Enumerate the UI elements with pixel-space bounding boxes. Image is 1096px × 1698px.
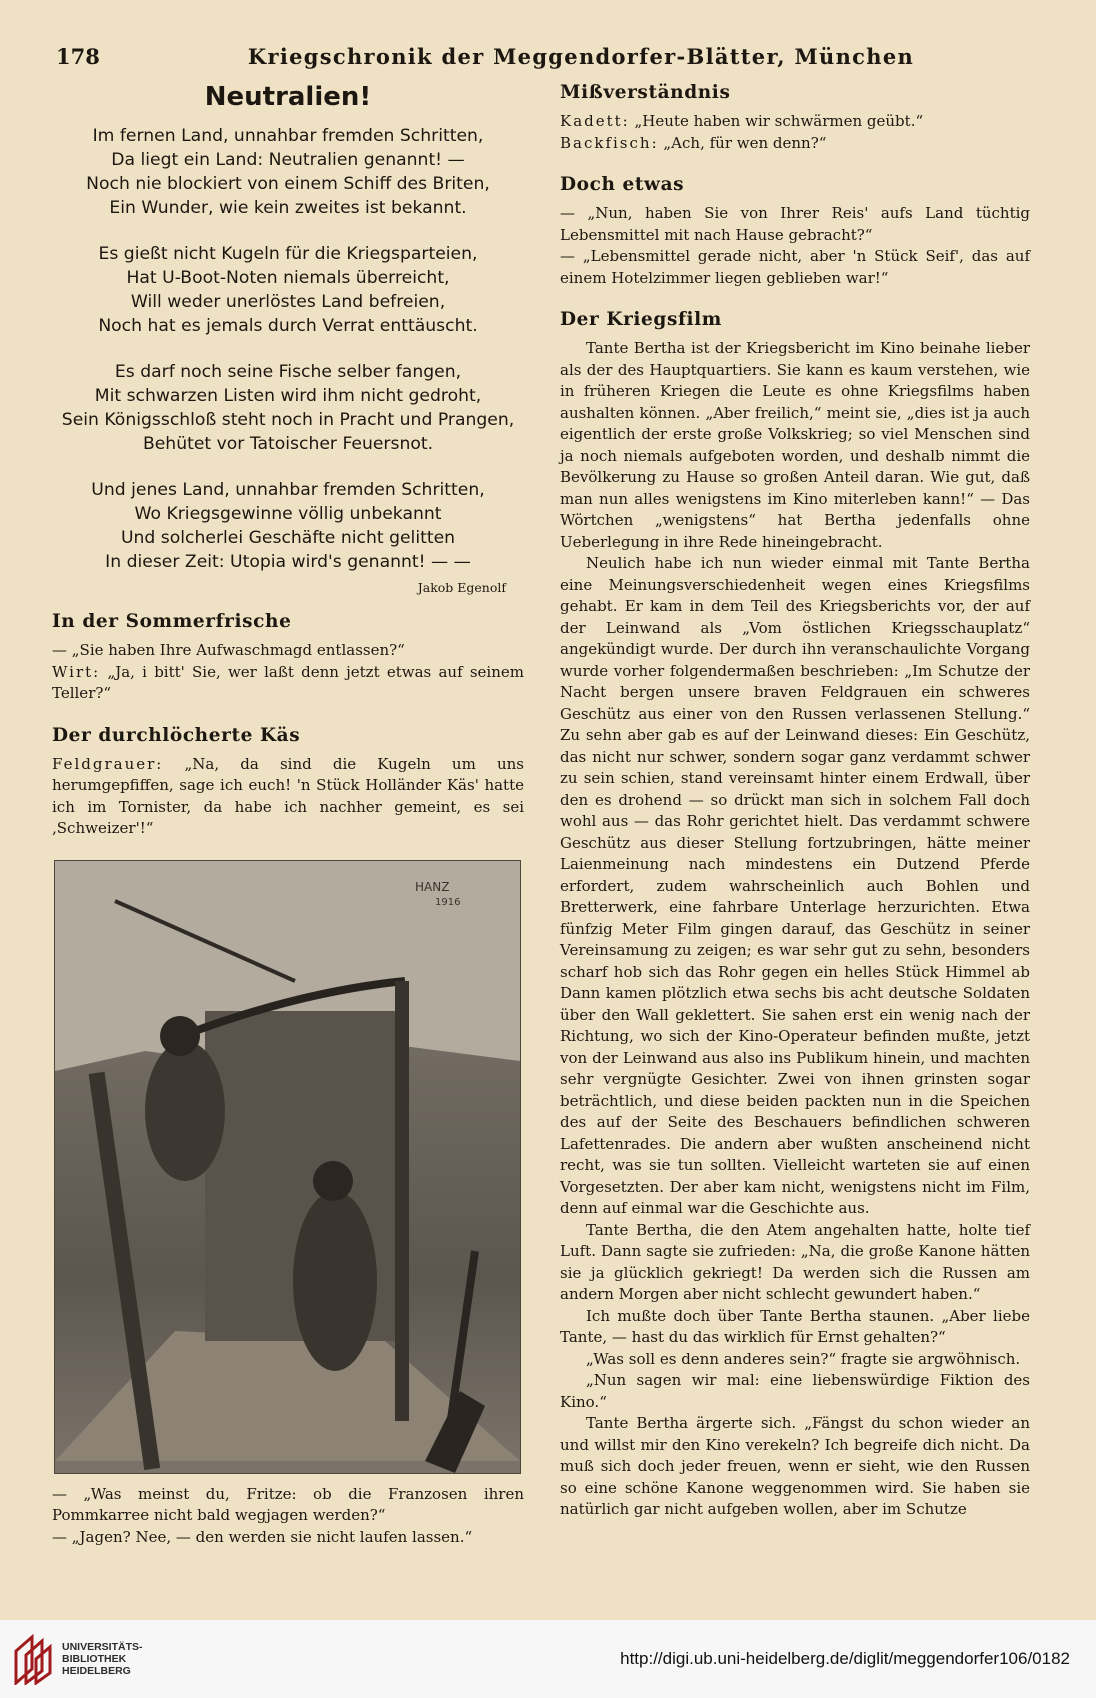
poem-line: Im fernen Land, unnahbar fremden Schritten, bbox=[92, 126, 484, 146]
poem-line: In dieser Zeit: Utopia wird's genannt! — — bbox=[105, 552, 471, 572]
viewer-footer bbox=[0, 1620, 1096, 1698]
poem-line: Es darf noch seine Fische selber fangen, bbox=[114, 362, 462, 382]
trench-illustration bbox=[54, 860, 521, 1474]
speech-text: „Ja, i bitt' Sie, wer laßt denn jetzt etwas auf seinem Teller?“ bbox=[52, 662, 524, 702]
poem-line: Will weder unerlöstes Land befreien, bbox=[130, 292, 446, 312]
poem-line: Noch nie blockiert von einem Schiff des Briten, bbox=[86, 174, 490, 194]
section-title: Der durchlöcherte Käs bbox=[52, 724, 301, 746]
poem-line: Sein Königsschloß steht noch in Pracht und Prangen, bbox=[61, 410, 515, 430]
trench-drawing bbox=[55, 861, 520, 1473]
page-header bbox=[56, 36, 1036, 76]
speaker-label: Kadett: bbox=[560, 112, 630, 130]
story-paragraph: „Was soll es denn anderes sein?“ fragte sie argwöhnisch. bbox=[586, 1349, 1021, 1368]
anecdote-doch-etwas bbox=[560, 174, 1030, 289]
paragraph: — „Sie haben Ihre Aufwaschmagd entlassen?“ bbox=[52, 641, 405, 659]
caption-line: — „Was meinst du, Fritze: ob die Franzosen ihren Pommkarree nicht bald wegjagen werden?“ bbox=[52, 1484, 524, 1524]
library-name-line: HEIDELBERG bbox=[62, 1665, 131, 1677]
section-title: Der Kriegsfilm bbox=[560, 309, 722, 330]
speaker-label: Feldgrauer: bbox=[52, 754, 164, 773]
story-paragraph: Neulich habe ich nun wieder einmal mit Tante Bertha eine Meinungsverschiedenheit wegen eines Kriegsfilms gehabt. Er kam in dem Teil des Kriegsberichts vor, der auf der Leinwand als „Vom östlichen Kriegsschauplatz“ angekündigt wurde. Der durch ihn veranschaulichte Vorgang wurde vorher folgendermaßen beschrieben: „Im Schutze der Nacht bergen unsere braven Feldgrauen ein schweres Geschütz aus einer von den Russen verlassenen Stellung.“ Zu sehn aber gab es auf der Leinwand dieses: Ein Geschütz, das nicht nur schwer, sondern sogar ganz verdammt schwer zu sein schien, stand vereinsamt hinter einem Erdwall, über den es drohend — so drückt man sich in solchem Fall doch wohl aus — das Rohr gerichtet hielt. Das verdammt schwere Geschütz aus dieser Stellung fortzubringen, hätte meiner Laienmeinung nach mindestens ein Dutzend Pferde erfordert, zudem wahrscheinlich auch Bohlen und Bretterwerk, eine fahrbare Unterlage herzurichten. Etwa fünfzig Meter Film gingen darauf, das Geschütz in seiner Vereinsamung zu zeigen; es war sehr gut zu sehn, besonders scharf hob sich das Rohr gegen ein helles Stück Himmel ab Dann kamen plötzlich etwa sechs bis acht deutsche Soldaten über den Wall geklettert. Sie sahen erst ein wenig nach der Richtung, wo sich der Kino-Operateur befinden mußte, jetzt von der Leinwand aus also ins Publikum hinein, und machten sehr vergnügte Gesichter. Zwei von ihnen grinsten sogar beträchtlich, und diese beiden packten nun in die Speichen des auf der Seite des Beschauers befindlichen schweren Lafettenrades. Die andern aber wußten anscheinend nicht recht, was sie tun sollten. Vielleicht warteten sie auf einen Vorgesetzten. Der aber kam nicht, wenigstens nicht im Film, denn auf einmal war die Geschichte aus. bbox=[560, 554, 1030, 1217]
soldier-head bbox=[313, 1161, 353, 1201]
poem-author: Jakob Egenolf bbox=[417, 580, 506, 595]
story-paragraph: Tante Bertha ärgerte sich. „Fängst du schon wieder an und willst mir den Kino verekeln? Ich begreife dich nicht. Da muß sich doch jeder freuen, wenn er sieht, wie den Russen so eine schöne Kanone weggenommen wird. Sie haben sie natürlich gar nicht aufgeben wollen, aber im Schutze bbox=[560, 1414, 1030, 1518]
anecdote-sommerfrische bbox=[52, 611, 524, 705]
poem-title: Neutralien! bbox=[204, 82, 372, 112]
anecdote-kaes bbox=[52, 725, 524, 840]
poem-line: Behütet vor Tatoischer Feuersnot. bbox=[142, 434, 434, 454]
artist-signature: HANZ bbox=[415, 879, 450, 894]
paragraph: — „Lebensmittel gerade nicht, aber 'n Stück Seif', das auf einem Hotelzimmer liegen geblieben war!“ bbox=[560, 247, 1030, 287]
library-name-line: BIBLIOTHEK bbox=[62, 1653, 127, 1665]
source-url-link[interactable]: http://digi.ub.uni-heidelberg.de/diglit/meggendorfer106/0182 bbox=[620, 1649, 1070, 1668]
poem-line: Da liegt ein Land: Neutralien genannt! — bbox=[111, 150, 465, 170]
library-logo-icon[interactable] bbox=[12, 1633, 54, 1685]
soldier-figure bbox=[145, 1041, 225, 1181]
speech-text: „Ach, für wen denn?“ bbox=[663, 133, 827, 152]
poem-line: Ein Wunder, wie kein zweites ist bekannt. bbox=[109, 198, 467, 218]
section-title: Doch etwas bbox=[560, 174, 685, 195]
poem-line: Hat U-Boot-Noten niemals überreicht, bbox=[126, 268, 450, 288]
poem-line: Und jenes Land, unnahbar fremden Schritten, bbox=[91, 480, 485, 500]
poem-line: Und solcherlei Geschäfte nicht gelitten bbox=[120, 528, 456, 548]
section-title: In der Sommerfrische bbox=[52, 611, 292, 632]
artist-year: 1916 bbox=[435, 896, 461, 908]
paragraph: — „Nun, haben Sie von Ihrer Reis' aufs Land tüchtig Lebensmittel mit nach Hause gebracht?“ bbox=[560, 204, 1030, 244]
poem-stanza bbox=[52, 124, 524, 220]
soldier-figure bbox=[293, 1191, 377, 1371]
poem-line: Noch hat es jemals durch Verrat enttäuscht. bbox=[98, 316, 478, 336]
caption-line: — „Jagen? Nee, — den werden sie nicht laufen lassen.“ bbox=[52, 1527, 473, 1546]
story-paragraph: Tante Bertha ist der Kriegsbericht im Kino beinahe lieber als der des Hauptquartiers. Sie kann es kaum verstehen, wie in früheren Kriegen die Leute es ohne Kriegsfilms haben aushalten können. „Aber freilich,“ meint sie, „dies ist ja auch eigentlich der erste große Volkskrieg; so viel Menschen sind ja noch niemals aufgeboten worden, und deshalb nimmt die Bevölkerung zu Hause so großen Anteil daran. Wie gut, daß man nun alles wenigstens im Kino miterleben kann!“ — Das Wörtchen „wenigstens“ hat Bertha jedenfalls ohne Ueberlegung in ihre Rede hineingebracht. bbox=[560, 339, 1030, 551]
poem-stanza bbox=[52, 478, 524, 574]
story-paragraph: Ich mußte doch über Tante Bertha staunen. „Aber liebe Tante, — hast du das wirklich für Ernst gehalten?“ bbox=[560, 1306, 1030, 1346]
paragraph bbox=[52, 754, 524, 840]
speaker-label: Backfisch: bbox=[560, 133, 659, 152]
speech-text: „Heute haben wir schwärmen geübt.“ bbox=[634, 112, 924, 130]
soldier-head bbox=[160, 1016, 200, 1056]
anecdote-missverstaendnis bbox=[560, 82, 1030, 154]
wooden-post bbox=[395, 981, 409, 1421]
paragraph bbox=[560, 111, 1030, 133]
speaker-label: Wirt: bbox=[52, 662, 101, 681]
poem-line: Mit schwarzen Listen wird ihm nicht gedroht, bbox=[94, 386, 482, 406]
paragraph bbox=[52, 662, 524, 705]
poem-line: Es gießt nicht Kugeln für die Kriegsparteien, bbox=[98, 244, 478, 264]
poem-stanza bbox=[52, 360, 524, 456]
story-paragraph: „Nun sagen wir mal: eine liebenswürdige Fiktion des Kino.“ bbox=[560, 1371, 1030, 1411]
page-number: 178 bbox=[56, 43, 100, 69]
illustration-caption bbox=[52, 1484, 524, 1549]
story-paragraph: Tante Bertha, die den Atem angehalten hatte, holte tief Luft. Dann sagte sie zufrieden: „Na, die große Kanone hätten sie ja glücklich gekriegt! Da werden sich die Russen am andern Morgen aber nicht schlecht gewundert haben.“ bbox=[560, 1220, 1030, 1303]
right-column bbox=[560, 82, 1030, 1541]
library-name-line: UNIVERSITÄTS- bbox=[62, 1641, 143, 1653]
story-kriegsfilm bbox=[560, 309, 1030, 1521]
running-title: Kriegschronik der Meggendorfer-Blätter, München bbox=[247, 43, 915, 69]
poem bbox=[52, 124, 524, 574]
speech-text: „Na, da sind die Kugeln um uns herumgepfiffen, sage ich euch! 'n Stück Holländer Käs' hatte ich im Tornister, da habe ich nachher gemeint, es sei ‚Schweizer'!“ bbox=[52, 754, 524, 837]
library-name[interactable] bbox=[62, 1641, 143, 1677]
left-column bbox=[52, 82, 524, 1548]
section-title: Mißverständnis bbox=[560, 82, 731, 103]
poem-line: Wo Kriegsgewinne völlig unbekannt bbox=[134, 504, 442, 524]
paragraph bbox=[560, 133, 1030, 155]
poem-stanza bbox=[52, 242, 524, 338]
